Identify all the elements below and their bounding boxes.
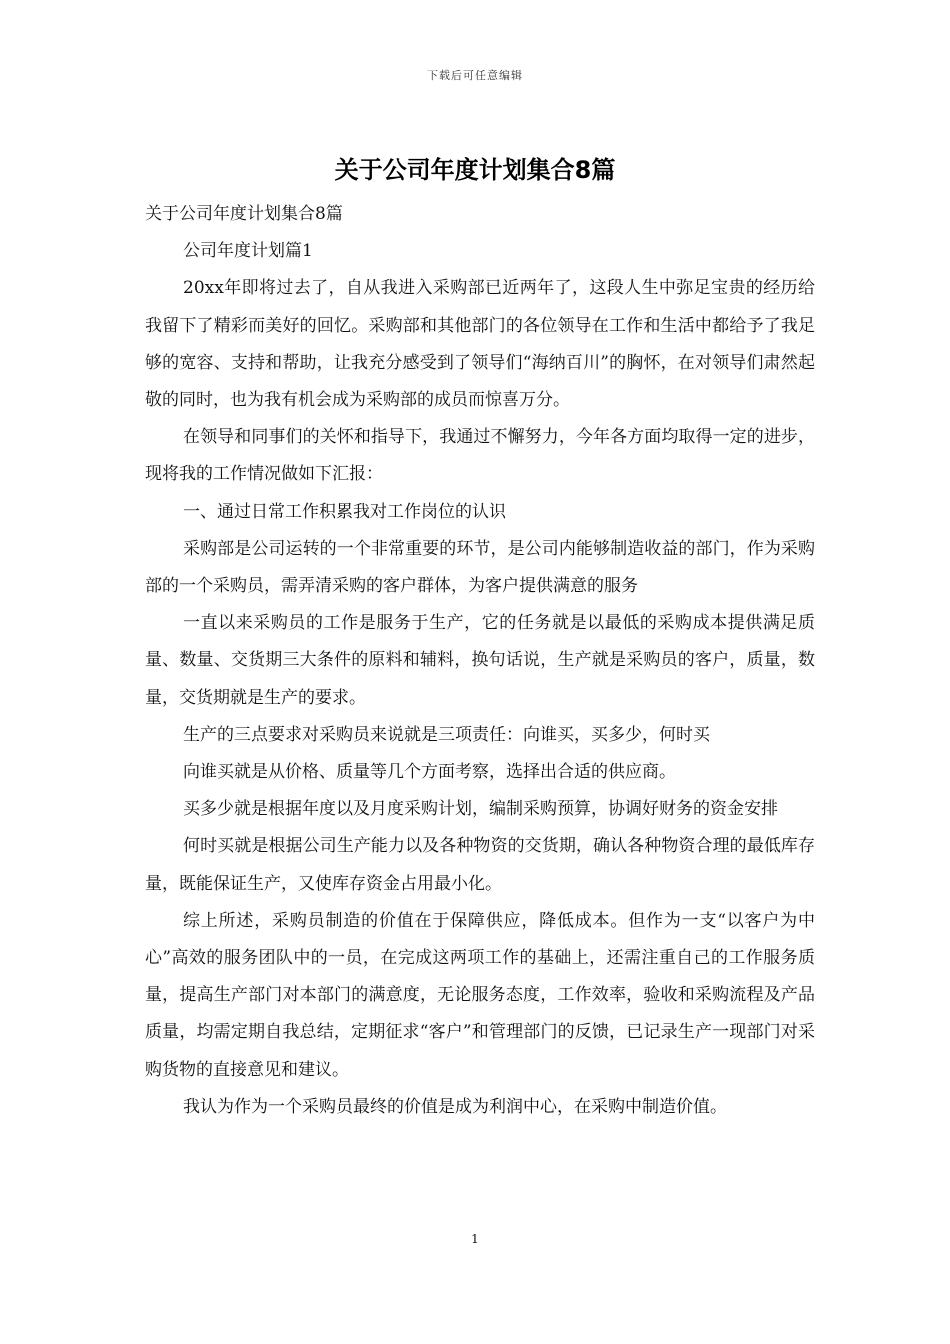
body-paragraph: 一直以来采购员的工作是服务于生产，它的任务就是以最低的采购成本提供满足质量、数量、交货期三大条件的原料和辅料，换句话说，生产就是采购员的客户，质量，数量，交货期就是生产的要求。 — [145, 613, 815, 708]
section-heading: 公司年度计划篇1 — [183, 241, 313, 262]
body-paragraph: 在领导和同事们的关怀和指导下，我通过不懈努力，今年各方面均取得一定的进步，现将我的工作情况做如下汇报： — [145, 427, 815, 485]
page-number: 1 — [471, 1232, 479, 1246]
body-paragraph: 何时买就是根据公司生产能力以及各种物资的交货期，确认各种物资合理的最低库存量，既能保证生产，又使库存资金占用最小化。 — [145, 836, 815, 894]
body-paragraph: 综上所述，采购员制造的价值在于保障供应，降低成本。但作为一支“以客户为中心”高效的服务团队中的一员，在完成这两项工作的基础上，还需注重自己的工作服务质量，提高生产部门对本部门的满意度，无论服务态度，工作效率，验收和采购流程及产品质量，均需定期自我总结，定期征求“客户”和管理部门的反馈，已记录生产一现部门对采购货物的直接意见和建议。 — [145, 910, 815, 1080]
body-paragraph: 我认为作为一个采购员最终的价值是成为利润中心，在采购中制造价值。 — [183, 1096, 727, 1117]
header-note: 下载后可任意编辑 — [427, 69, 523, 82]
body-paragraph: 采购部是公司运转的一个非常重要的环节，是公司内能够制造收益的部门，作为采购部的一个采购员，需弄清采购的客户群体，为客户提供满意的服务 — [145, 538, 815, 597]
document-body — [145, 196, 815, 1126]
subsection-heading: 一、通过日常工作积累我对工作岗位的认识 — [183, 501, 506, 522]
body-paragraph: 20xx年即将过去了，自从我进入采购部已近两年了，这段人生中弥足宝贵的经历给我留下了精彩而美好的回忆。采购部和其他部门的各位领导在工作和生活中都给予了我足够的宽容、支持和帮助，让我充分感受到了领导们“海纳百川”的胸怀，在对领导们肃然起敬的同时，也为我有机会成为采购部的成员而惊喜万分。 — [145, 278, 815, 411]
subtitle-paragraph: 关于公司年度计划集合8篇 — [145, 204, 343, 224]
body-paragraph: 生产的三点要求对采购员来说就是三项责任：向谁买，买多少，何时买 — [183, 724, 710, 745]
document-title: 关于公司年度计划集合8篇 — [334, 156, 616, 184]
body-paragraph: 买多少就是根据年度以及月度采购计划，编制采购预算，协调好财务的资金安排 — [183, 799, 778, 820]
body-paragraph: 向谁买就是从价格、质量等几个方面考察，选择出合适的供应商。 — [183, 762, 676, 783]
